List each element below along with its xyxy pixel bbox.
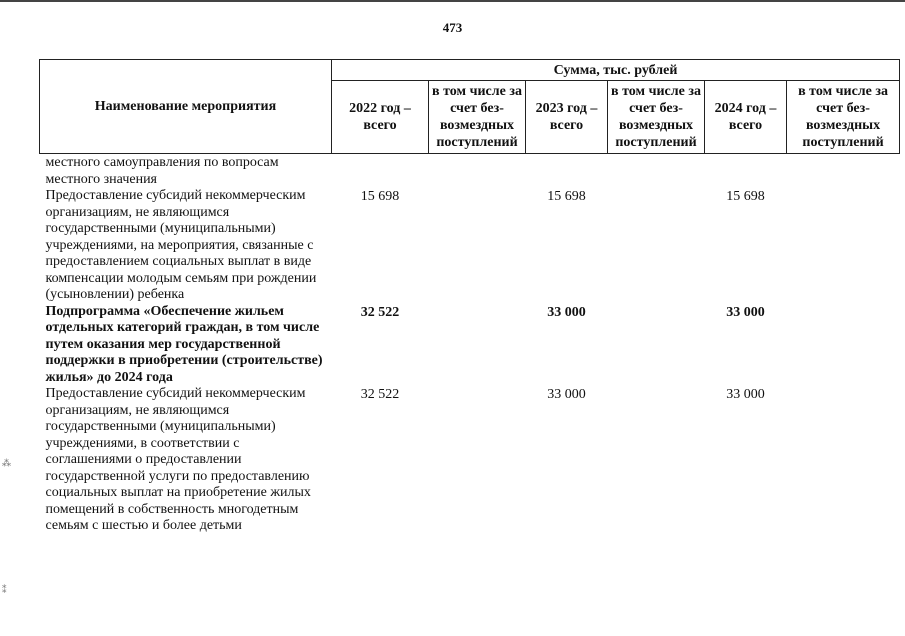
scan-margin-speck: ⁑ xyxy=(2,585,7,595)
row-value-2022-grants xyxy=(429,304,526,387)
row-value-2023-total: 33 000 xyxy=(547,387,586,402)
row-value-2024-total: 15 698 xyxy=(726,189,765,204)
row-name: местного самоуправления по вопросам местного значения xyxy=(45,155,279,187)
column-header-2024-total: 2024 год – всего xyxy=(705,81,787,154)
sum-group-header: Сумма, тыс. рублей xyxy=(332,60,900,81)
row-value-2024-grants xyxy=(787,154,900,189)
row-value-2024-grants xyxy=(787,188,900,304)
scan-margin-speck: ⁂ xyxy=(2,458,11,468)
row-value-2022-total: 32 522 xyxy=(360,304,400,320)
table-header xyxy=(40,60,900,154)
row-name: Предоставление субсидий некоммерческим организациям, не являющимся государственными (муниципальными) учреждениями, в соответствии с соглашениями о предоставлении государственной услуги по предоставлению социальных выплат на приобретение жилых помещений в собственность многодетным семьям с шестью и более детьми xyxy=(45,386,311,533)
name-column-header: Наименование мероприятия xyxy=(40,60,332,154)
row-name: Предоставление субсидий некоммерческим организациям, не являющимся государственными (муниципальными) учреждениями, на мероприятия, связанные с предоставлением социальных выплат в виде компенсации молодым семьям при рождении (усыновлении) ребенка xyxy=(45,188,317,302)
row-value-2022-grants xyxy=(429,188,526,304)
page-number: 473 xyxy=(442,20,463,35)
row-value-2024-grants xyxy=(787,304,900,387)
table-row xyxy=(40,154,900,189)
table-row xyxy=(40,386,900,535)
row-value-2023-total: 15 698 xyxy=(547,189,586,204)
table-row xyxy=(40,188,900,304)
row-value-2023-grants xyxy=(608,304,705,387)
budget-table xyxy=(39,59,900,535)
row-name: Подпрограмма «Обеспечение жильем отдельных категорий граждан, в том числе путем оказания мер государственной поддержки в приобретении (строительстве) жилья» до 2024 года xyxy=(45,303,323,385)
top-border-line xyxy=(0,0,905,2)
row-value-2023-grants xyxy=(608,154,705,189)
row-value-2024-total: 33 000 xyxy=(726,304,765,320)
row-value-2024-total: 33 000 xyxy=(726,387,765,402)
row-value-2023-total xyxy=(526,154,608,189)
row-value-2023-grants xyxy=(608,188,705,304)
row-value-2022-total: 15 698 xyxy=(360,189,400,204)
row-value-2024-grants xyxy=(787,386,900,535)
table-body xyxy=(40,154,900,535)
row-value-2022-grants xyxy=(429,386,526,535)
row-value-2023-total: 33 000 xyxy=(547,304,586,320)
row-value-2022-total xyxy=(332,154,429,189)
column-header-2023-total: 2023 год – всего xyxy=(526,81,608,154)
column-header-2024-grants: в том числе за счет без-возмездных поступлений xyxy=(787,81,900,154)
row-value-2022-grants xyxy=(429,154,526,189)
column-header-2022-grants: в том числе за счет без-возмездных поступлений xyxy=(429,81,526,154)
table-row-subprogram xyxy=(40,304,900,387)
row-value-2024-total xyxy=(705,154,787,189)
column-header-2022-total: 2022 год – всего xyxy=(332,81,429,154)
row-value-2022-total: 32 522 xyxy=(360,387,400,402)
row-value-2023-grants xyxy=(608,386,705,535)
column-header-2023-grants: в том числе за счет без-возмездных поступлений xyxy=(608,81,705,154)
